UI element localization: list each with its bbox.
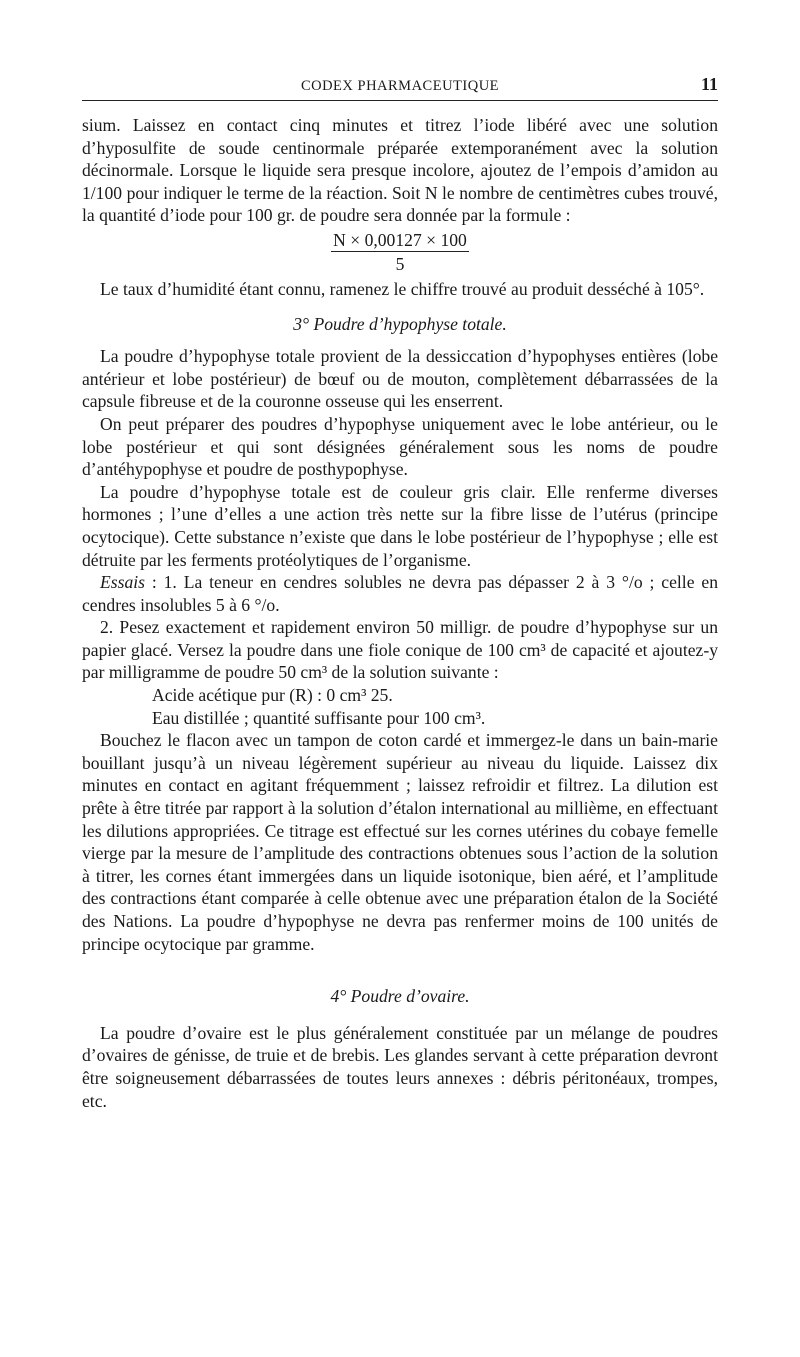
section-title-ovaire: 4° Poudre d’ovaire. xyxy=(330,986,470,1007)
paragraph-essais xyxy=(82,571,718,616)
running-head xyxy=(82,70,718,101)
paragraph-hypophyse-properties: La poudre d’hypophyse totale est de couleur gris clair. Elle renferme diverses hormones ; l’une d’elles a une action très nette sur la fibre lisse de l’utérus (principe ocytocique). Cette substance n’existe que dans le lobe postérieur de l’hypophyse ; elle est détruite par les ferments protéolytiques de l’organisme. xyxy=(82,481,718,570)
formula xyxy=(82,230,718,274)
formula-numerator: N × 0,00127 × 100 xyxy=(333,229,467,250)
paragraph-iodine-assay: sium. Laissez en contact cinq minutes et titrez l’iode libéré avec une solution d’hyposulfite de soude centinormale préparée extemporanément avec la solution décinormale. Lorsque le liquide sera presque incolore, ajoutez de l’empois d’amidon au 1/100 pour indiquer le terme de la réaction. Soit N le nombre de centimètres cubes trouvé, la quantité d’iode pour 100 gr. de poudre sera donnée par la formule : xyxy=(82,115,718,226)
paragraph-hypophyse-origin: La poudre d’hypophyse totale provient de la dessiccation d’hypophyses entières (lobe antérieur et lobe postérieur) de bœuf ou de mouton, complètement débarrassées de la capsule fibreuse et de la couronne osseuse qui les enserrent. xyxy=(82,346,718,412)
body-text xyxy=(82,114,718,1112)
formula-denominator: 5 xyxy=(395,253,405,274)
recipe-line: Eau distillée ; quantité suffisante pour 100 cm³. xyxy=(152,707,486,728)
paragraph-humidity: Le taux d’humidité étant connu, ramenez le chiffre trouvé au produit desséché à 105°. xyxy=(100,278,705,299)
page xyxy=(82,70,718,1112)
essais-text: : 1. La teneur en cendres solubles ne devra pas dépasser 2 à 3 °/o ; celle en cendres insolubles 5 à 6 °/o. xyxy=(82,572,718,615)
paragraph-assay-step-2: 2. Pesez exactement et rapidement environ 50 milligr. de poudre d’hypophyse sur un papier glacé. Versez la poudre dans une fiole conique de 100 cm³ de capacité et ajoutez-y par milligramme de poudre 50 cm³ de la solution suivante : xyxy=(82,617,718,683)
recipe-line: Acide acétique pur (R) : 0 cm³ 25. xyxy=(152,685,393,706)
section-title-hypophyse: 3° Poudre d’hypophyse totale. xyxy=(293,313,507,334)
paragraph-hypophyse-lobes: On peut préparer des poudres d’hypophyse uniquement avec le lobe antérieur, ou le lobe postérieur et qui sont désignées généralement sous les noms de poudre d’antéhypophyse et poudre de posthypophyse. xyxy=(82,413,718,480)
paragraph-titration: Bouchez le flacon avec un tampon de coton cardé et immergez-le dans un bain-marie bouillant jusqu’à un niveau légèrement supérieur au niveau du liquide. Laissez dix minutes en contact en agitant fréquemment ; laissez refroidir et filtrez. La dilution est prête à être titrée par rapport à la solution d’étalon international au millième, en effectuant les dilutions appropriées. Ce titrage est effectué sur les cornes utérines du cobaye femelle vierge par la mesure de l’amplitude des contractions obtenues sous l’action de la solution à titrer, les cornes étant immergées dans un liquide isotonique, bien aéré, et l’amplitude des contractions étant comparée à celle obtenue avec une préparation étalon de la Société des Nations. La poudre d’hypophyse ne devra pas renfermer moins de 100 unités de principe ocytocique par gramme. xyxy=(82,730,718,954)
essais-label: Essais xyxy=(100,572,145,593)
page-number: 11 xyxy=(700,74,718,94)
paragraph-ovaire: La poudre d’ovaire est le plus généralement constituée par un mélange de poudres d’ovaires de génisse, de truie et de brebis. Les glandes servant à cette préparation devront être soigneusement débarrassées de toutes leurs annexes : débris péritonéaux, trompes, etc. xyxy=(82,1022,718,1111)
running-title: CODEX PHARMACEUTIQUE xyxy=(300,78,500,94)
